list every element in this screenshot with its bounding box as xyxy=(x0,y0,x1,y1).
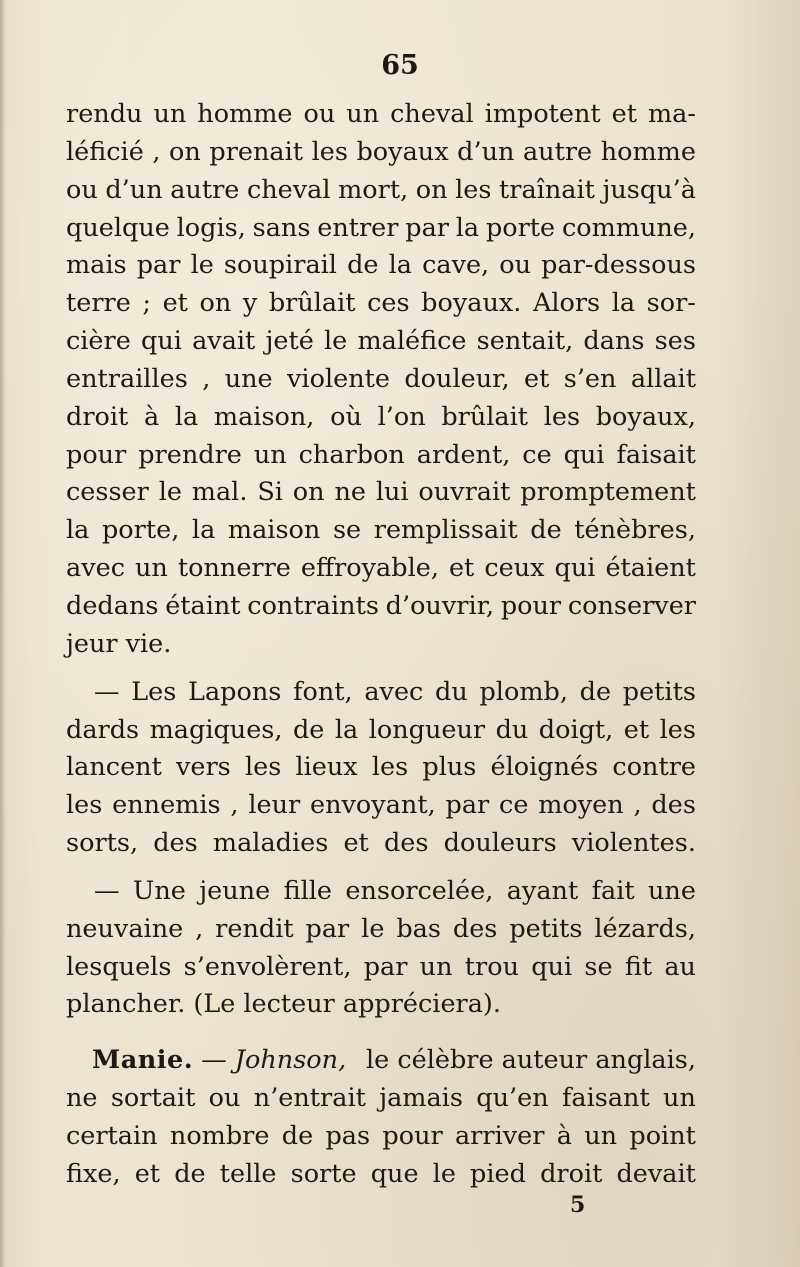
word: se xyxy=(584,951,613,982)
word: cière xyxy=(66,326,131,357)
word: moyen xyxy=(538,790,624,821)
word: les xyxy=(371,752,409,783)
word: autre xyxy=(170,174,240,205)
word: rendu xyxy=(66,99,143,129)
word: les xyxy=(455,174,492,205)
word: prenait xyxy=(209,136,304,167)
word: ses xyxy=(654,326,696,357)
word: maison xyxy=(227,515,321,546)
word: ou xyxy=(208,1083,241,1114)
word: au xyxy=(664,951,696,982)
word: plancher. xyxy=(66,989,186,1020)
word: de xyxy=(174,1158,206,1189)
word: brûlait xyxy=(441,401,529,432)
page-number: 65 xyxy=(381,50,419,81)
word: et xyxy=(162,288,188,319)
word: lecteur xyxy=(243,989,335,1020)
word: des xyxy=(383,828,429,859)
word: faisait xyxy=(616,439,696,470)
body-text xyxy=(66,96,696,1194)
word: on xyxy=(415,174,448,205)
word: ou xyxy=(303,99,336,129)
text-line xyxy=(66,1156,696,1194)
word: par xyxy=(445,790,490,821)
word: promptement xyxy=(520,477,696,508)
word: pour xyxy=(382,1120,443,1151)
word: un xyxy=(153,99,187,129)
word: dedans xyxy=(66,590,159,621)
em-dash: — xyxy=(201,1045,227,1076)
word: impotent xyxy=(484,99,601,129)
word: point xyxy=(629,1120,696,1151)
word: ce xyxy=(499,790,529,821)
word: s’envolèrent, xyxy=(183,951,352,982)
word: lézards, xyxy=(594,913,696,944)
word: par xyxy=(363,951,408,982)
text-line xyxy=(66,399,696,437)
word: du xyxy=(495,714,529,745)
word: la xyxy=(66,515,90,546)
word: un xyxy=(346,99,380,129)
word: homme xyxy=(197,99,293,129)
word: des xyxy=(651,790,696,821)
word: ténèbres, xyxy=(574,515,696,546)
word: des xyxy=(153,828,198,859)
word: prendre xyxy=(138,439,242,470)
word: lieux xyxy=(295,752,358,783)
word: se xyxy=(332,515,362,546)
word: les xyxy=(659,714,696,745)
word: font, xyxy=(293,676,353,707)
word: sortait xyxy=(110,1083,196,1114)
word: (Le xyxy=(193,989,236,1020)
word: boyaux, xyxy=(595,401,696,432)
word: un xyxy=(584,1120,618,1151)
text-line xyxy=(66,825,696,863)
word: lancent xyxy=(66,752,162,783)
word: pour xyxy=(500,590,562,621)
word: plus xyxy=(422,752,477,783)
word: bas xyxy=(396,913,441,944)
word: envoyant, xyxy=(310,790,436,821)
word: un xyxy=(663,1083,696,1114)
word: et xyxy=(134,1158,161,1189)
word: Une xyxy=(132,875,186,906)
word: droit xyxy=(66,401,129,432)
word: logis, xyxy=(176,212,246,243)
word: droit xyxy=(540,1158,603,1189)
word: traînait xyxy=(499,174,595,205)
word: s’en xyxy=(563,363,617,394)
word: ne xyxy=(334,477,366,508)
word: les xyxy=(66,790,103,821)
word: boyaux. xyxy=(421,288,522,319)
word: tonnerre xyxy=(177,553,291,584)
word: fait xyxy=(591,875,635,906)
text-line xyxy=(66,96,696,134)
word: par xyxy=(305,913,350,944)
word: étaient xyxy=(605,553,696,584)
word: — xyxy=(94,875,120,906)
word: de xyxy=(292,714,325,745)
word: un xyxy=(135,553,168,584)
word: plomb, xyxy=(479,676,568,707)
word: de xyxy=(579,676,612,707)
word: et xyxy=(623,714,650,745)
word: homme xyxy=(600,136,696,167)
word: leur xyxy=(248,790,301,821)
word: doigt, xyxy=(538,714,614,745)
word: , xyxy=(152,136,161,167)
word: effroyable, xyxy=(300,553,439,584)
word: de xyxy=(530,515,562,546)
word: léficié xyxy=(66,136,144,167)
text-line xyxy=(66,712,696,750)
word: faisant xyxy=(561,1083,650,1114)
word: petits xyxy=(509,913,583,944)
word: soupirail xyxy=(223,250,337,281)
word: sorte xyxy=(290,1158,357,1189)
word: jusqu’à xyxy=(602,174,696,205)
word: appréciera). xyxy=(342,989,501,1020)
word: éloignés xyxy=(490,752,599,783)
text-line xyxy=(66,512,696,550)
word: ou xyxy=(499,250,532,281)
word: qu’en xyxy=(476,1083,549,1114)
text-line xyxy=(66,361,696,399)
word: mort, xyxy=(338,174,409,205)
word: dans xyxy=(583,326,645,357)
word: fixe, xyxy=(66,1158,121,1189)
word: commune, xyxy=(561,212,696,243)
word: le xyxy=(361,913,385,944)
word: magiques, xyxy=(149,714,283,745)
word: vie. xyxy=(125,628,172,659)
word: par-dessous xyxy=(541,250,696,281)
word: une xyxy=(648,875,696,906)
word: un xyxy=(419,951,453,982)
word: , xyxy=(202,363,211,394)
text-line xyxy=(66,626,696,664)
word: , xyxy=(195,913,204,944)
page-edge-shadow xyxy=(0,0,6,1267)
word: la xyxy=(174,401,199,432)
word: porte, xyxy=(101,515,180,546)
word: charbon xyxy=(298,439,405,470)
word: cheval xyxy=(246,174,331,205)
word: ces xyxy=(367,288,410,319)
word: ; xyxy=(142,288,151,319)
word: à xyxy=(143,401,160,432)
word: par xyxy=(405,212,449,243)
word: de xyxy=(281,1120,314,1151)
word: on xyxy=(292,477,325,508)
word: ensorcelée, xyxy=(345,875,494,906)
text-line xyxy=(66,911,696,949)
text-line xyxy=(66,588,696,626)
word: d’un xyxy=(105,174,163,205)
word: quelque xyxy=(66,212,170,243)
word: pied xyxy=(470,1158,526,1189)
word: cave, xyxy=(422,250,490,281)
word: cheval xyxy=(390,99,474,129)
word: qui xyxy=(531,951,573,982)
word: la xyxy=(334,714,359,745)
word: Les xyxy=(131,676,177,707)
word: boyaux xyxy=(356,136,449,167)
word: qui xyxy=(141,326,182,357)
text-line xyxy=(66,674,696,712)
text-line xyxy=(66,172,696,210)
word: entrer xyxy=(317,212,399,243)
word: jeté xyxy=(265,326,314,357)
word: avec xyxy=(364,676,424,707)
word: ayant xyxy=(506,875,579,906)
word: douleurs xyxy=(443,828,557,859)
word: lesquels xyxy=(66,951,172,982)
word: on xyxy=(169,136,201,167)
word: Alors xyxy=(532,288,601,319)
word: à xyxy=(556,1120,572,1151)
word: d’ouvrir, xyxy=(385,590,495,621)
word: jeune xyxy=(199,875,271,906)
signature-mark: 5 xyxy=(570,1192,586,1218)
word: autre xyxy=(522,136,593,167)
word: ne xyxy=(66,1083,98,1114)
paragraph-manie xyxy=(66,1042,696,1193)
word: pas xyxy=(325,1120,371,1151)
word: le xyxy=(190,250,214,281)
text-line xyxy=(66,323,696,361)
word: et xyxy=(524,363,550,394)
word: maléfice xyxy=(357,326,467,357)
word: la xyxy=(611,288,636,319)
word: ouvrait xyxy=(418,477,511,508)
word: ennemis xyxy=(112,790,221,821)
word: violente xyxy=(287,363,390,394)
word: ceux xyxy=(484,553,545,584)
word: maladies xyxy=(212,828,329,859)
word: rendit xyxy=(215,913,294,944)
word: telle xyxy=(219,1158,277,1189)
text-line xyxy=(66,949,696,987)
word: nombre xyxy=(169,1120,270,1151)
word: conserver xyxy=(567,590,696,621)
word: qui xyxy=(554,553,596,584)
word: qui xyxy=(563,439,605,470)
paragraph-jeune-fille xyxy=(66,873,696,1024)
word: certain xyxy=(66,1120,158,1151)
word: allait xyxy=(630,363,696,394)
text-line xyxy=(66,749,696,787)
word: violentes. xyxy=(571,828,696,859)
text-line xyxy=(66,210,696,248)
word: ma- xyxy=(648,99,696,129)
word: le xyxy=(432,1158,456,1189)
word: y xyxy=(242,288,258,319)
word: sans xyxy=(252,212,311,243)
word: de xyxy=(347,250,379,281)
word: douleur, xyxy=(404,363,510,394)
word: un xyxy=(253,439,287,470)
word: pour xyxy=(66,439,127,470)
word: Si xyxy=(257,477,283,508)
word: jeur xyxy=(66,628,118,659)
text-line xyxy=(66,285,696,323)
first-line-rest: le célèbre auteur anglais, xyxy=(365,1045,696,1076)
word: où xyxy=(330,401,362,432)
text-line xyxy=(66,134,696,172)
word: n’entrait xyxy=(253,1083,366,1114)
word: les xyxy=(543,401,581,432)
word: les xyxy=(311,136,348,167)
word: , xyxy=(633,790,642,821)
text-line xyxy=(66,1042,696,1080)
text-line xyxy=(66,787,696,825)
paragraph-lapons xyxy=(66,674,696,863)
word: d’un xyxy=(457,136,515,167)
text-line xyxy=(66,873,696,911)
word: le xyxy=(324,326,348,357)
word: étaint xyxy=(165,590,241,621)
word: ardent, xyxy=(416,439,511,470)
word: par xyxy=(136,250,181,281)
word: sentait, xyxy=(476,326,574,357)
word: ce xyxy=(522,439,552,470)
word: , xyxy=(230,790,239,821)
word: fit xyxy=(624,951,653,982)
text-line xyxy=(66,550,696,588)
word: entrailles xyxy=(66,363,188,394)
word: et xyxy=(448,553,475,584)
word: l’on xyxy=(377,401,426,432)
text-line xyxy=(66,986,696,1024)
word: le xyxy=(158,477,182,508)
word: avait xyxy=(192,326,256,357)
word: ou xyxy=(66,174,98,205)
word: petits xyxy=(622,676,696,707)
word: contraints xyxy=(247,590,379,621)
word: des xyxy=(452,913,498,944)
word: vers xyxy=(176,752,231,783)
word: neuvaine xyxy=(66,913,184,944)
word: trou xyxy=(464,951,519,982)
word: la xyxy=(455,212,480,243)
word: avec xyxy=(66,553,125,584)
section-heading: Manie. xyxy=(92,1045,194,1076)
word: la xyxy=(191,515,216,546)
word: longueur xyxy=(368,714,486,745)
word: cesser xyxy=(66,477,149,508)
word: fille xyxy=(283,875,332,906)
person-name: Johnson, xyxy=(234,1045,347,1076)
word: — xyxy=(94,676,120,707)
text-line xyxy=(66,247,696,285)
word: une xyxy=(224,363,273,394)
word: et xyxy=(611,99,638,129)
word: brûlait xyxy=(268,288,356,319)
word: sor- xyxy=(646,288,696,319)
paragraph-sorcery xyxy=(66,96,696,664)
word: jamais xyxy=(379,1083,463,1114)
text-line xyxy=(66,437,696,475)
word: mais xyxy=(66,250,127,281)
word: la xyxy=(388,250,412,281)
word: maison, xyxy=(213,401,315,432)
word: terre xyxy=(66,288,131,319)
word: on xyxy=(199,288,232,319)
text-line xyxy=(66,1118,696,1156)
word: lui xyxy=(375,477,409,508)
word: contre xyxy=(612,752,696,783)
word: arriver xyxy=(454,1120,545,1151)
text-line xyxy=(66,1080,696,1118)
word: et xyxy=(343,828,369,859)
text-line xyxy=(66,474,696,512)
word: Lapons xyxy=(188,676,282,707)
word: remplissait xyxy=(373,515,518,546)
word: du xyxy=(435,676,468,707)
word: mal. xyxy=(191,477,248,508)
word: porte xyxy=(485,212,556,243)
word: les xyxy=(244,752,282,783)
word: dards xyxy=(66,714,140,745)
word: que xyxy=(370,1158,419,1189)
word: sorts, xyxy=(66,828,139,859)
word: devait xyxy=(616,1158,696,1189)
